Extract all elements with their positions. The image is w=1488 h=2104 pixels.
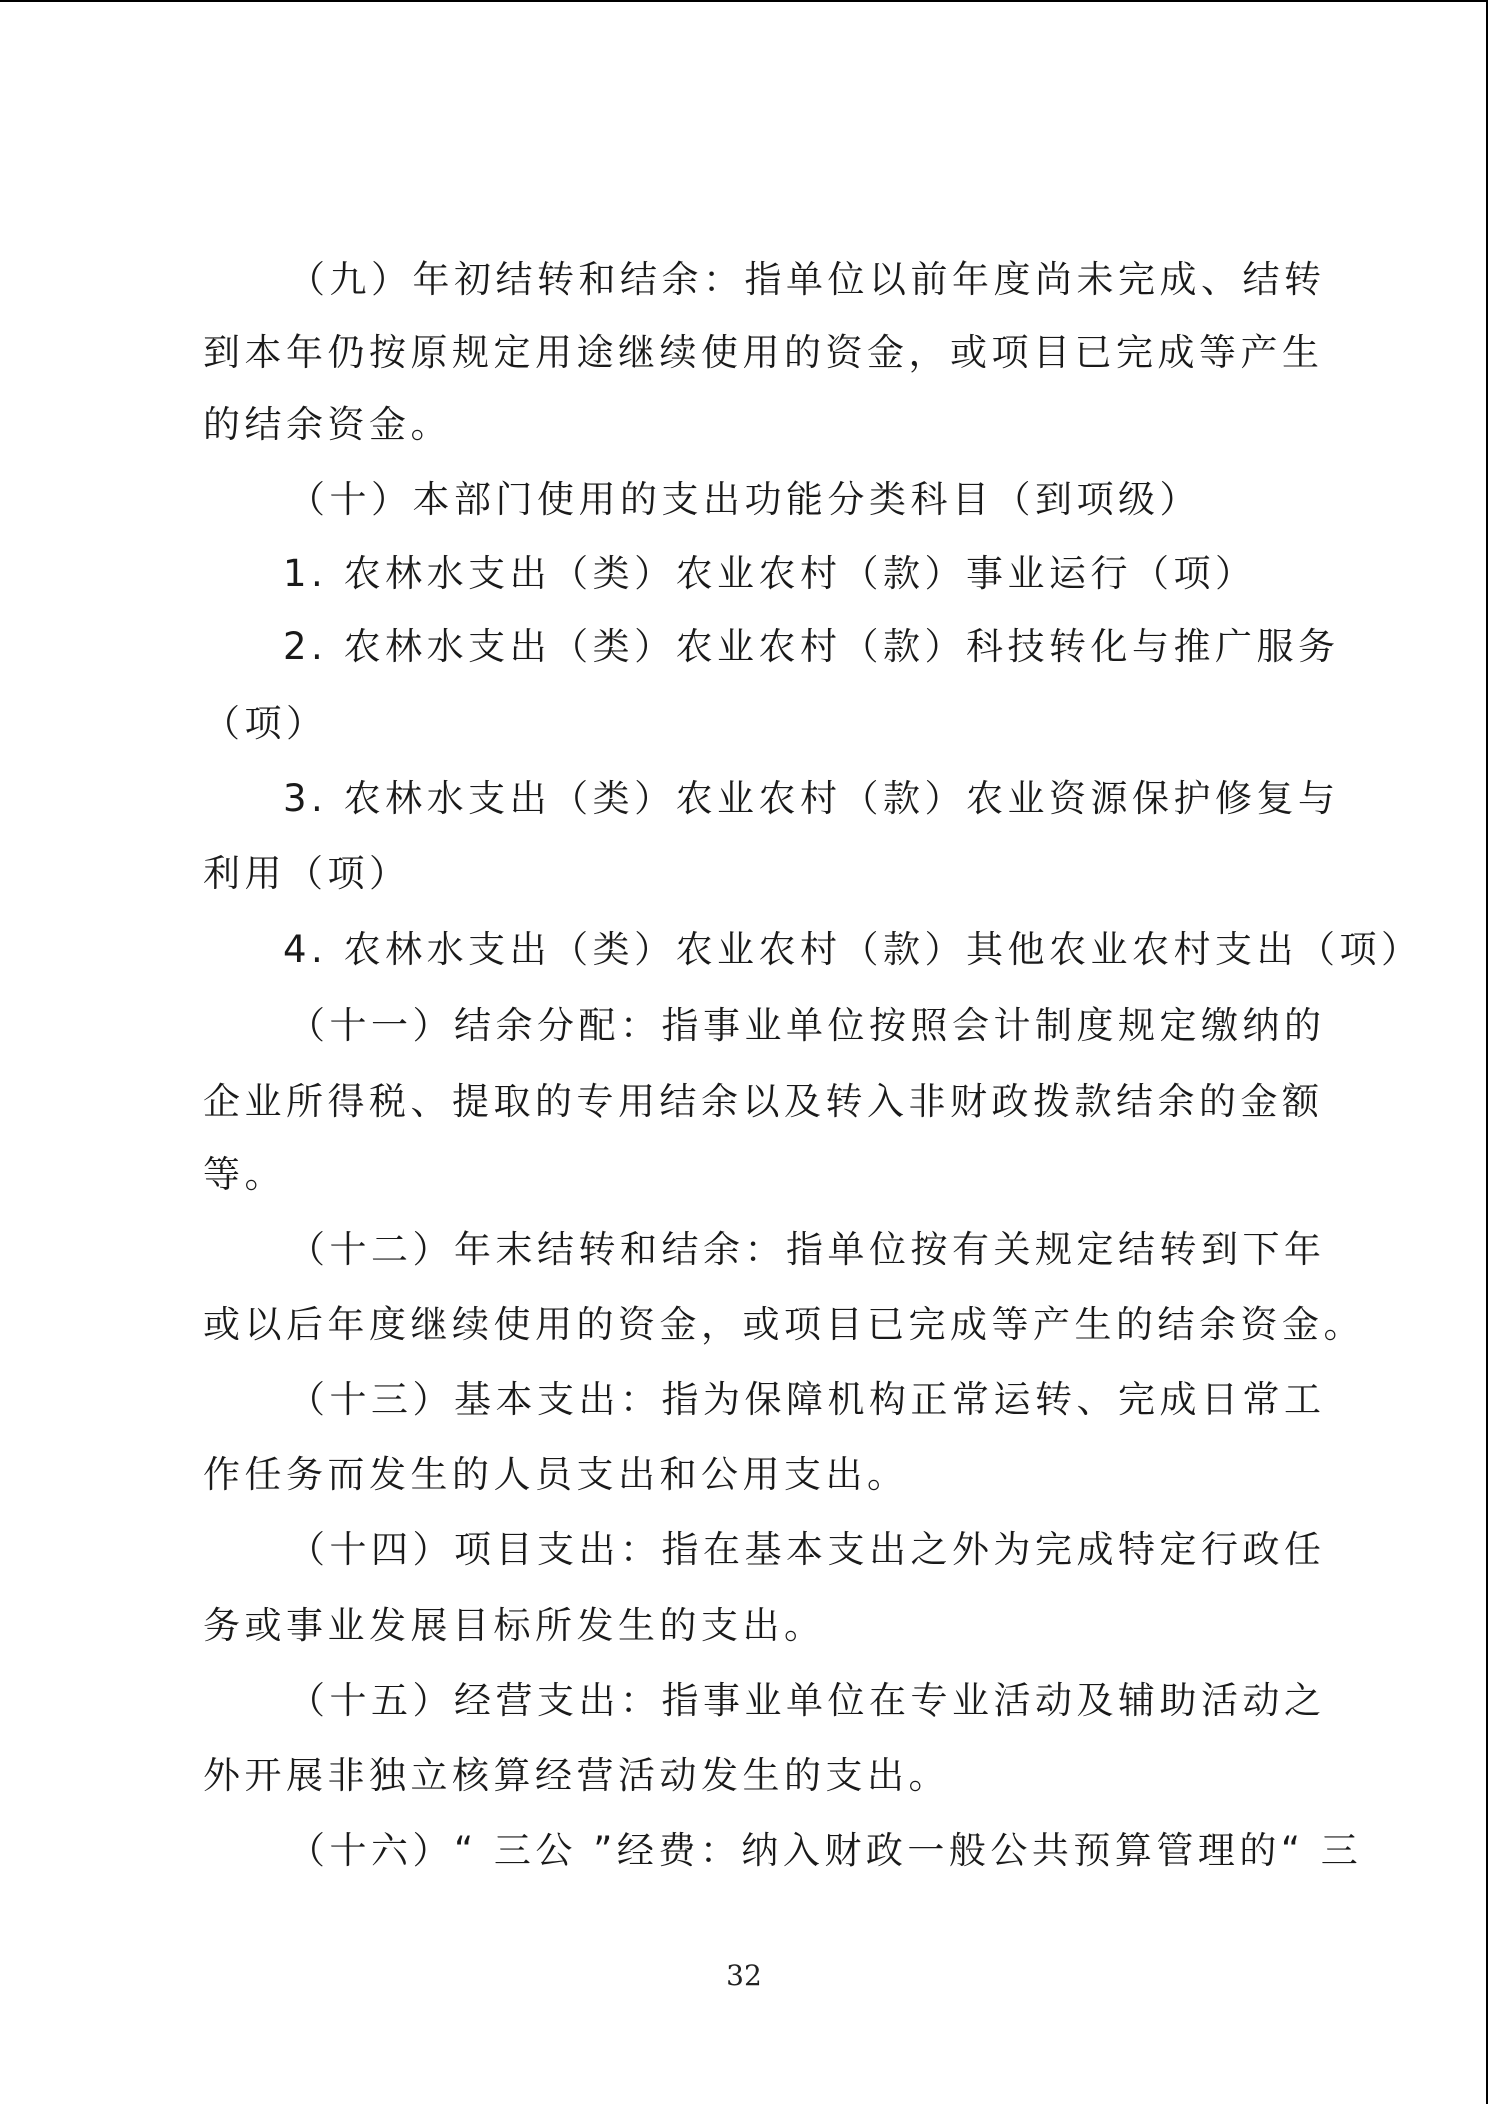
paragraph-14-line-2: 务或事业发展目标所发生的支出。 <box>203 1604 826 1647</box>
list-item-1: 1. 农林水支出（类）农业农村（款）事业运行（项） <box>283 552 1257 595</box>
paragraph-12-line-2: 或以后年度继续使用的资金，或项目已完成等产生的结余资金。 <box>203 1303 1365 1346</box>
list-item-3-line-1: 3. 农林水支出（类）农业农村（款）农业资源保护修复与 <box>283 777 1340 820</box>
paragraph-12-line-1: （十二）年末结转和结余：指单位按有关规定结转到下年 <box>288 1228 1326 1271</box>
list-item-4: 4. 农林水支出（类）农业农村（款）其他农业农村支出（项） <box>283 928 1423 971</box>
paragraph-15-line-1: （十五）经营支出：指事业单位在专业活动及辅助活动之 <box>288 1679 1326 1722</box>
paragraph-9-line-3: 的结余资金。 <box>203 403 452 446</box>
paragraph-15-line-2: 外开展非独立核算经营活动发生的支出。 <box>203 1754 950 1797</box>
list-item-3-line-2: 利用（项） <box>203 852 411 895</box>
paragraph-14-line-1: （十四）项目支出：指在基本支出之外为完成特定行政任 <box>288 1528 1326 1571</box>
paragraph-16-line-1: （十六）“ 三公 ”经费：纳入财政一般公共预算管理的“ 三 <box>288 1829 1363 1872</box>
paragraph-11-line-3: 等。 <box>203 1153 286 1196</box>
page-number: 32 <box>726 1959 762 1992</box>
paragraph-11-line-2: 企业所得税、提取的专用结余以及转入非财政拨款结余的金额 <box>203 1080 1324 1123</box>
paragraph-10-heading: （十）本部门使用的支出功能分类科目（到项级） <box>288 478 1201 521</box>
paragraph-13-line-1: （十三）基本支出：指为保障机构正常运转、完成日常工 <box>288 1378 1326 1421</box>
paragraph-11-line-1: （十一）结余分配：指事业单位按照会计制度规定缴纳的 <box>288 1004 1326 1047</box>
list-item-2-line-1: 2. 农林水支出（类）农业农村（款）科技转化与推广服务 <box>283 625 1340 668</box>
paragraph-9-line-1: （九）年初结转和结余：指单位以前年度尚未完成、结转 <box>288 258 1326 301</box>
paragraph-13-line-2: 作任务而发生的人员支出和公用支出。 <box>203 1453 909 1496</box>
list-item-2-line-2: （项） <box>203 702 328 745</box>
paragraph-9-line-2: 到本年仍按原规定用途继续使用的资金，或项目已完成等产生 <box>203 331 1324 374</box>
